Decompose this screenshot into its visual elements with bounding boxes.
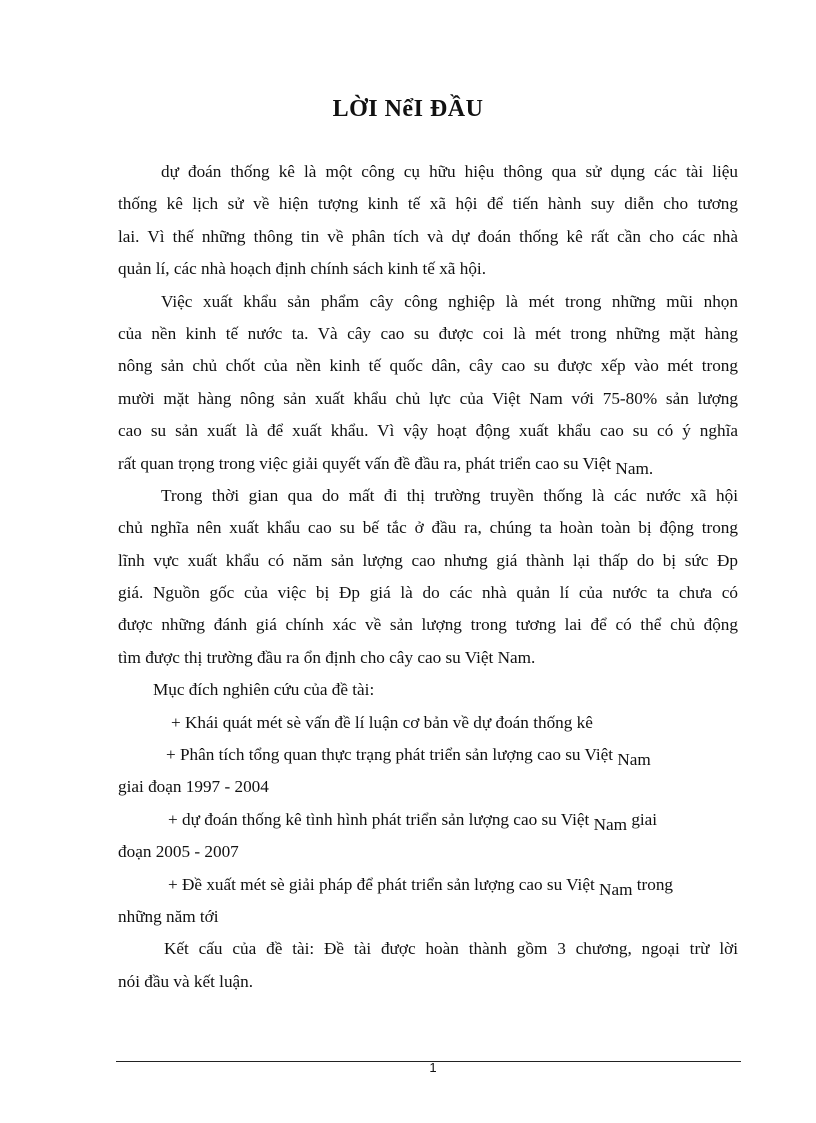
text-line: giá. Nguồn gốc của việc bị Ðp giá là do các nhà quản lí của nước ta chưa có (118, 583, 738, 603)
page-number: 1 (429, 1060, 437, 1075)
document-body (118, 156, 738, 998)
text-line: tìm được thị trường đầu ra ổn định cho cây cao su Việt Nam. (118, 647, 536, 667)
text-line: Trong thời gian qua do mất đi thị trường truyền thống là các nước xã hội (161, 485, 738, 505)
text-line (118, 448, 738, 480)
line-text-tail: giai (631, 809, 658, 829)
list-item (118, 739, 738, 771)
text-line: Việc xuất khẩu sản phẩm cây công nghiệp là mét trong những mũi nhọn (161, 291, 738, 311)
text-line: Kết cấu của đề tài: Đề tài được hoàn thành gồm 3 chương, ngoại trừ lời (164, 939, 738, 959)
line-text-tail: trong (636, 874, 674, 894)
text-line: quản lí, các nhà hoạch định chính sách kinh tế xã hội. (118, 259, 486, 279)
text-line: mười mặt hàng nông sản xuất khẩu chủ lực của Việt Nam với 75-80% sản lượng (118, 388, 738, 408)
line-text-nam: Nam. (615, 458, 654, 478)
list-item (118, 869, 738, 901)
text-line: giai đoạn 1997 - 2004 (118, 777, 269, 797)
line-text: + Phân tích tổng quan thực trạng phát triển sản lượng cao su Việt (166, 745, 614, 765)
text-line: nói đầu và kết luận. (118, 971, 254, 991)
line-text-nam: Nam (599, 879, 633, 899)
text-line: lĩnh vực xuất khẩu có năm sản lượng cao nhưng giá thành lại thấp do bị sức Ðp (118, 550, 738, 570)
text-line: Mục đích nghiên cứu của đề tài: (153, 680, 375, 700)
text-line: được những đánh giá chính xác về sản lượng trong tương lai để có thể chủ động (118, 615, 738, 635)
text-line: những năm tới (118, 906, 219, 926)
line-text: + dự đoán thống kê tình hình phát triển sản lượng cao su Việt (168, 809, 590, 829)
line-text-nam: Nam (593, 814, 628, 834)
page-title: LỜI NểI ĐẦU (332, 96, 484, 122)
line-text: rất quan trọng trong việc giải quyết vấn đề đầu ra, phát triển cao su Việt (118, 453, 612, 473)
list-item (118, 804, 738, 836)
text-line: đoạn 2005 - 2007 (118, 842, 239, 862)
text-line: của nền kinh tế nước ta. Và cây cao su được coi là mét trong những mặt hàng (118, 323, 738, 343)
text-line: lai. Vì thế những thông tin về phân tích và dự đoán thống kê rất cần cho các nhà (118, 226, 738, 246)
text-line: thống kê lịch sử về hiện tượng kinh tế xã hội để tiến hành suy diễn cho tương (118, 194, 738, 214)
text-line: cao su sản xuất là để xuất khẩu. Vì vậy hoạt động xuất khẩu cao su có ý nghĩa (118, 421, 738, 441)
text-line: nông sản chủ chốt của nền kinh tế quốc dân, cây cao su được xếp vào mét trong (118, 356, 738, 376)
text-line: dự đoán thống kê là một công cụ hữu hiệu thông qua sử dụng các tài liệu (161, 162, 738, 181)
line-text: + Đề xuất mét sè giải pháp để phát triển sản lượng cao su Việt (168, 874, 595, 894)
line-text-nam: Nam (617, 750, 651, 770)
text-line: chủ nghĩa nên xuất khẩu cao su bế tắc ở đầu ra, chúng ta hoàn toàn bị động trong (118, 518, 738, 538)
list-item: + Khái quát mét sè vấn đề lí luận cơ bản về dự đoán thống kê (171, 712, 593, 732)
